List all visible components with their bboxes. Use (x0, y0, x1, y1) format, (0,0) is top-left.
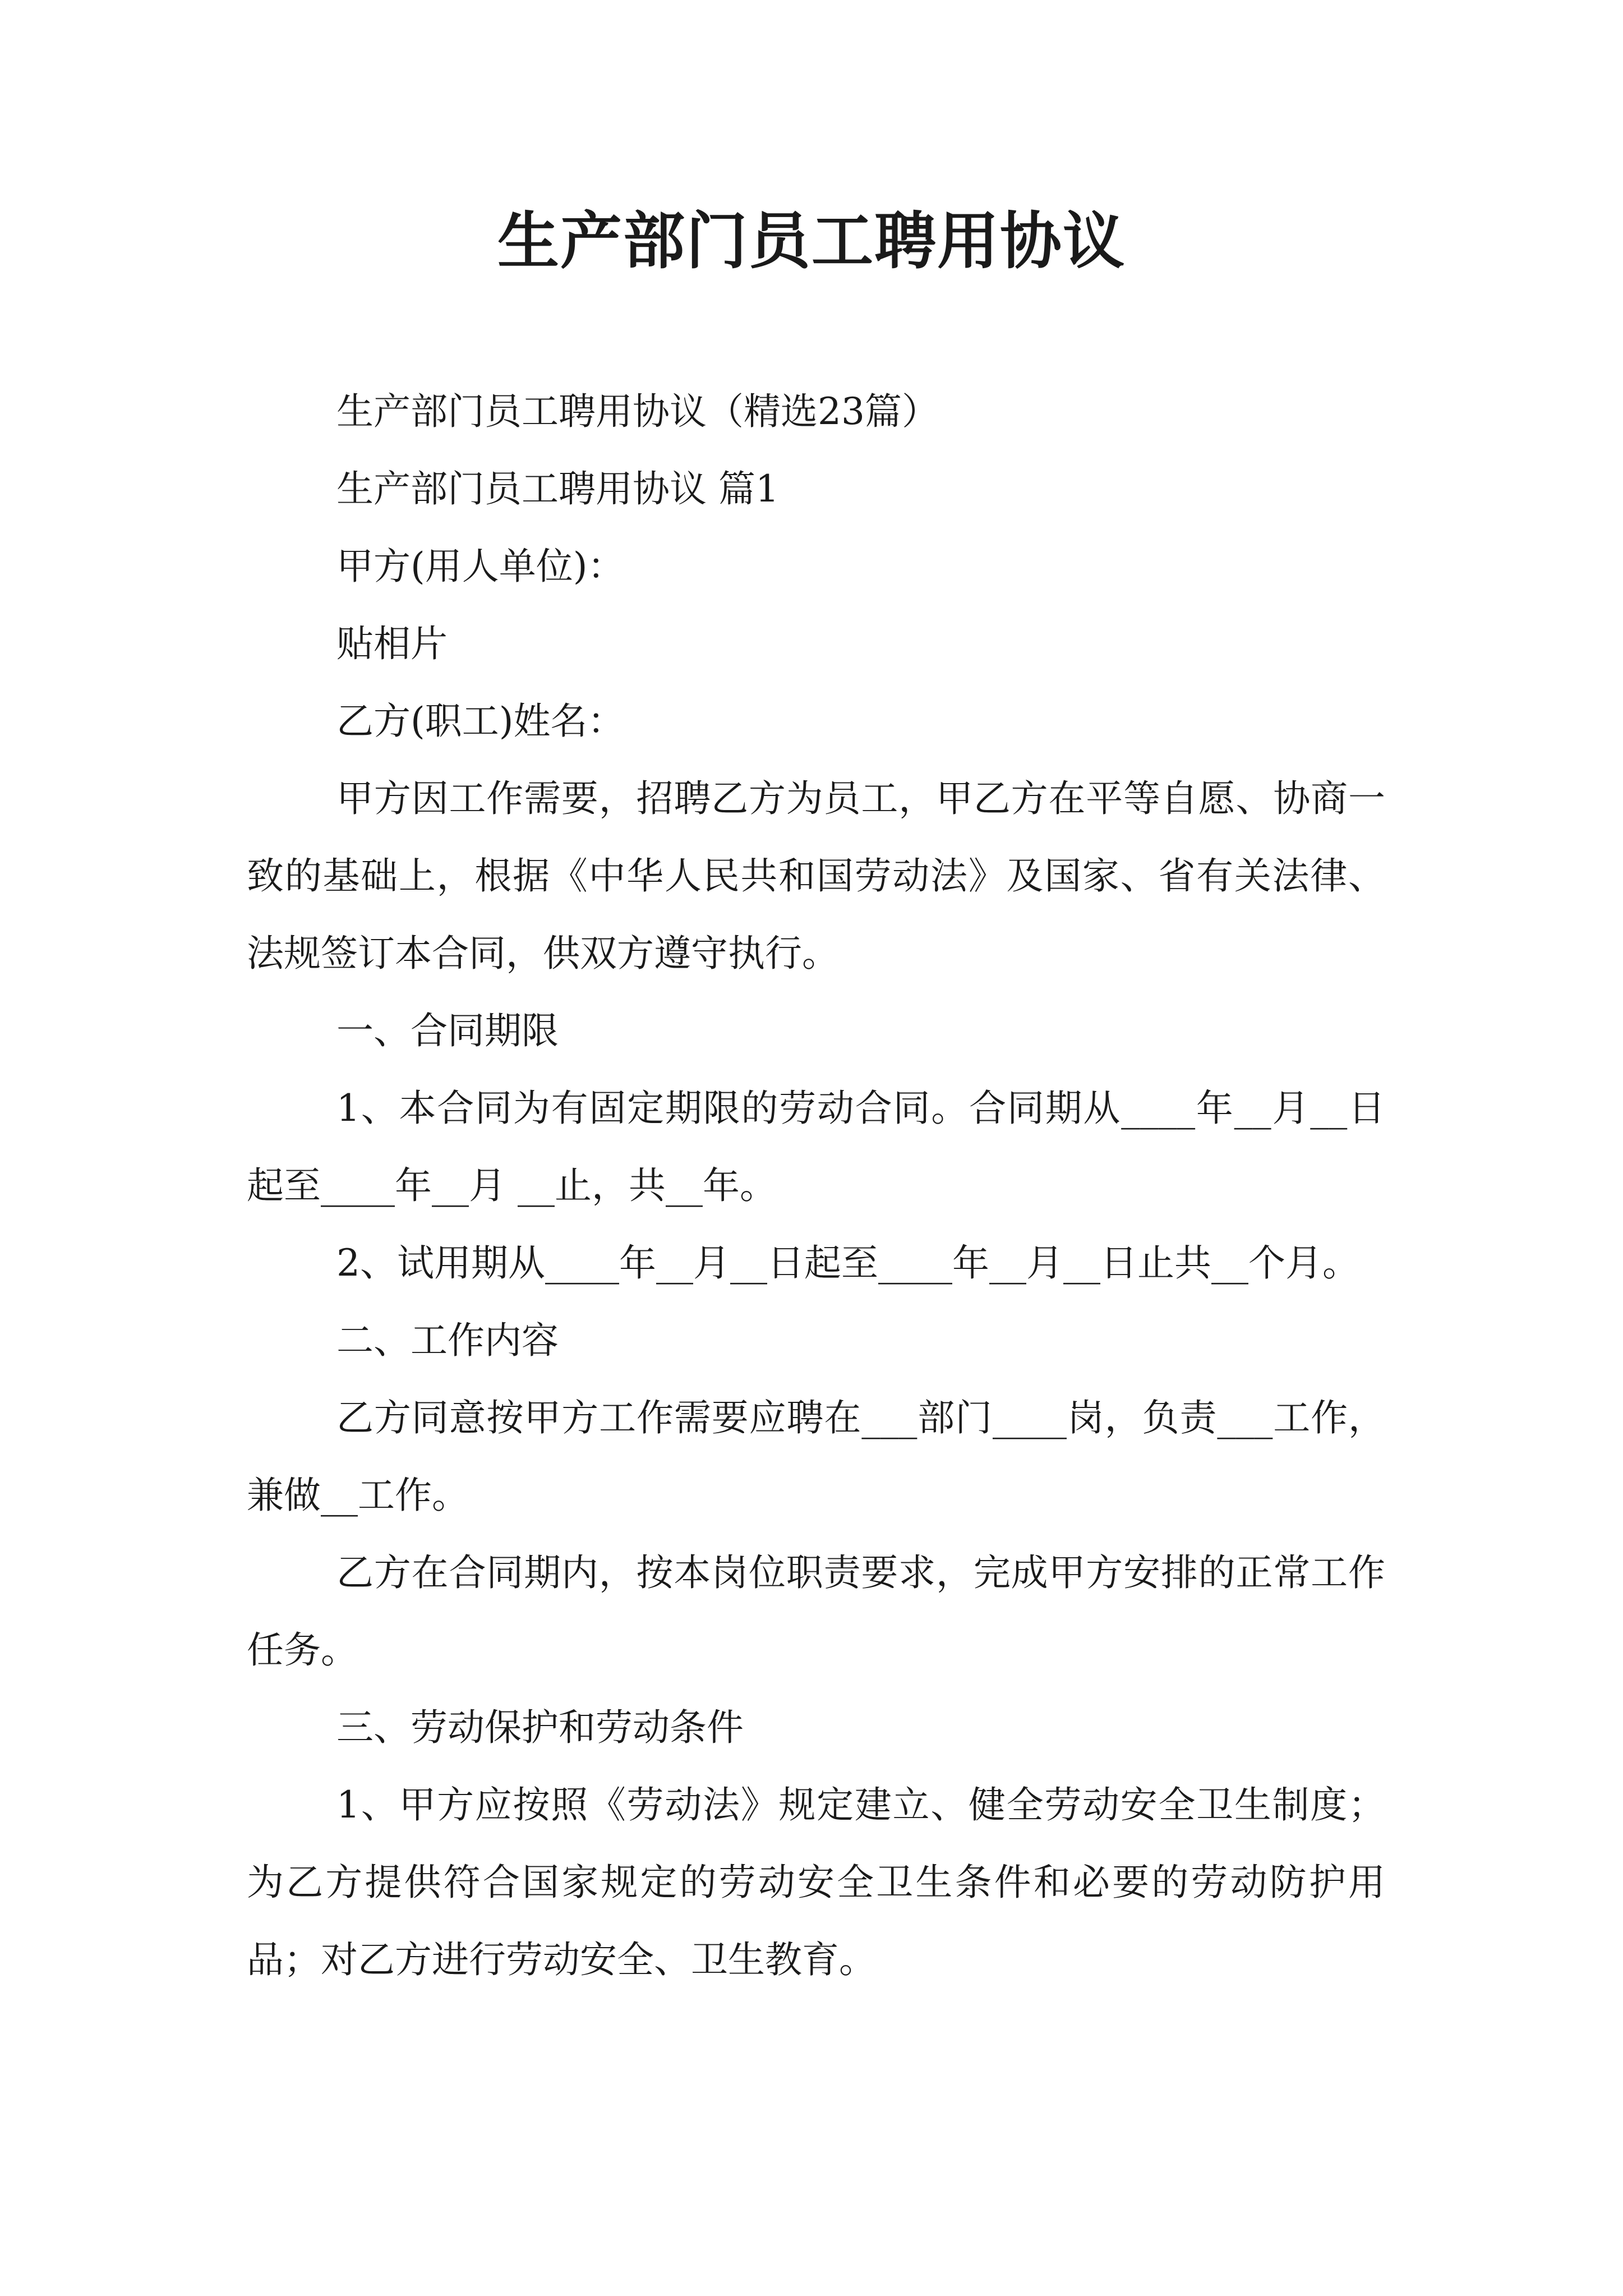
paragraph-photo-note: 贴相片 (336, 622, 448, 665)
paragraph-collection-title: 生产部门员工聘用协议（精选23篇） (336, 390, 939, 433)
paragraph-party-a: 甲方(用人单位)： (336, 545, 625, 588)
paragraph-preamble: 甲方因工作需要，招聘乙方为员工，甲乙方在平等自愿、协商一致的基础上，根据《中华人民共和国劳动法》及国家、省有关法律、法规签订本合同，供双方遵守执行。 (247, 777, 1385, 975)
document-title: 生产部门员工聘用协议 (497, 205, 1126, 277)
paragraph-heading-term: 一、合同期限 (336, 1009, 559, 1052)
paragraph-protection-1: 1、甲方应按照《劳动法》规定建立、健全劳动安全卫生制度；为乙方提供符合国家规定的劳动安全卫生条件和必要的劳动防护用品；对乙方进行劳动安全、卫生教育。 (247, 1783, 1385, 1981)
paragraph-heading-protection: 三、劳动保护和劳动条件 (336, 1706, 744, 1749)
paragraph-section-heading: 生产部门员工聘用协议 篇1 (336, 467, 779, 510)
paragraph-heading-work: 二、工作内容 (336, 1319, 559, 1362)
document-body (247, 373, 1385, 1999)
paragraph-work-2: 乙方在合同期内，按本岗位职责要求，完成甲方安排的正常工作任务。 (247, 1551, 1385, 1672)
paragraph-party-b: 乙方(职工)姓名： (336, 700, 625, 743)
paragraph-term-2: 2、试用期从____年__月__日起至____年__月__日止共__个月。 (336, 1241, 1359, 1285)
paragraph-term-1: 1、本合同为有固定期限的劳动合同。合同期从____年__月__日起至____年__月 __止，共__年。 (247, 1087, 1385, 1207)
paragraph-work-1: 乙方同意按甲方工作需要应聘在___部门____岗，负责___工作，兼做__工作。 (247, 1396, 1385, 1517)
